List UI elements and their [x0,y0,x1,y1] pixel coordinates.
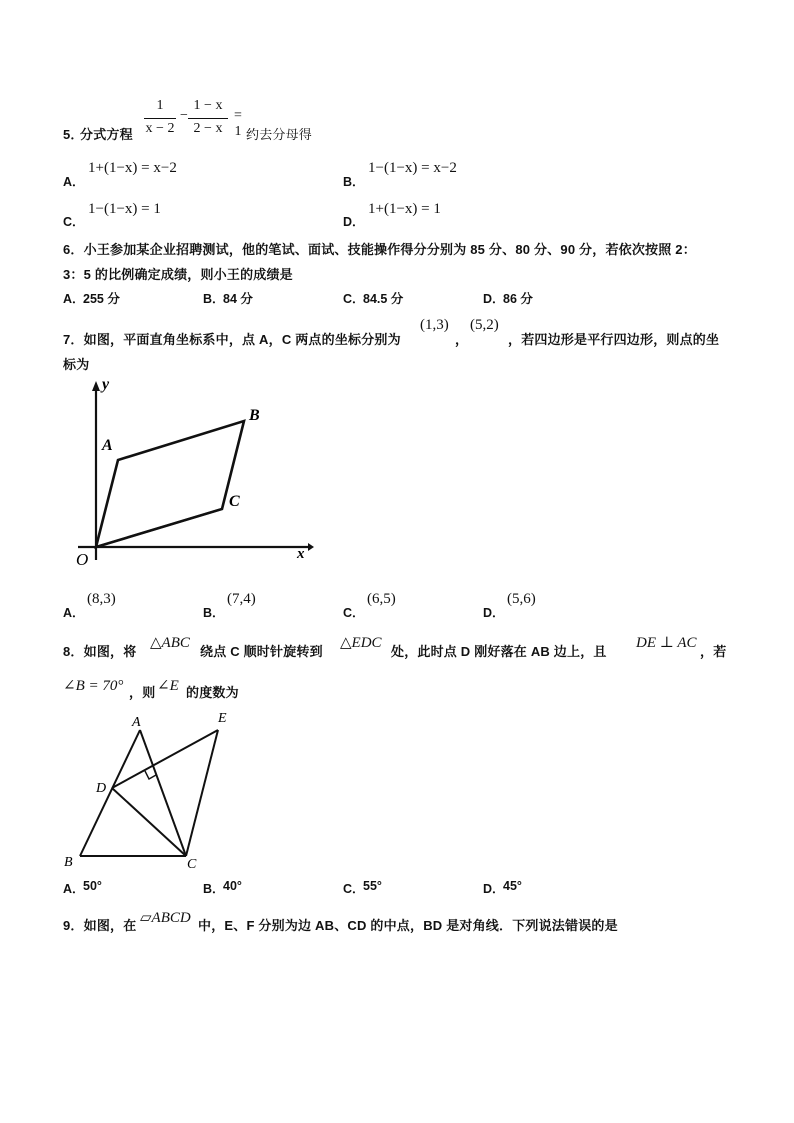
q7-option-d-label: D． [483,606,505,620]
q8-angle-e: ∠E [157,678,179,694]
q8-option-d-label: D． [483,882,505,896]
q6-line1: 6．小王参加某企业招聘测试，他的笔试、面试、技能操作得分分别为 85 分、80 分、90 分，若依次按照 2： [63,242,696,257]
q7-x-arrow-icon [308,543,314,551]
q5-option-d: 1+(1−x) = 1 [368,201,441,217]
q7-option-c: (6,5) [367,591,396,607]
q7-label-c: C [229,493,240,510]
q8-label-a: A [132,715,141,730]
q5-option-c: 1−(1−x) = 1 [88,201,161,217]
q8-side-de [112,730,218,788]
q6-option-c: 84.5 分 [363,292,404,306]
q6-option-a: 255 分 [83,292,120,306]
q6-option-d-label: D． [483,292,505,306]
q5-option-c-label: C． [63,215,85,229]
q8-label-d: D [96,781,107,796]
q8-figure [60,706,260,876]
q8-option-c-label: C． [343,882,365,896]
q5-text-before: 分式方程 [80,127,133,142]
q7-y-arrow-icon [92,381,100,391]
q8-line1-c: 处，此时点 D 刚好落在 AB 边上，且 [391,644,607,659]
q7-label-b: B [249,407,260,424]
q7-coord-a: (1,3) [420,317,449,333]
q5-minus: − [180,108,188,123]
q7-option-c-label: C． [343,606,365,620]
q8-side-dc [112,788,186,856]
q7-parallelogram [96,421,244,547]
q5-option-b: 1−(1−x) = x−2 [368,160,457,176]
q8-option-d: 45° [503,879,522,893]
q7-line1-b: ，若四边形是平行四边形，则点的坐 [508,332,720,347]
q8-option-b-label: B． [203,882,225,896]
q5-number: 5． [63,127,84,142]
q6-option-a-label: A． [63,292,85,306]
q8-line1-b: 绕点 C 顺时针旋转到 [200,644,323,659]
q5-option-d-label: D． [343,215,365,229]
q8-label-c: C [187,857,197,872]
q7-option-a-label: A． [63,606,85,620]
q6-option-b: 84 分 [223,292,253,306]
q5-frac1-denominator: x − 2 [145,121,175,136]
q8-triangle-edc: △EDC [340,635,382,651]
q7-figure [68,375,318,575]
q7-separator: ， [455,332,469,347]
q8-side-ac [140,730,186,856]
q8-line2-a: ，则 [129,685,156,700]
q5-option-b-label: B． [343,175,365,189]
q7-label-y: y [102,376,110,393]
q5-frac2-denominator: 2 − x [193,121,223,136]
q6-option-d: 86 分 [503,292,533,306]
q5-text-after: 约去分母得 [246,127,313,142]
q6-option-c-label: C． [343,292,365,306]
q7-option-a: (8,3) [87,591,116,607]
q5-frac2-bar [188,118,228,119]
q8-side-ec [186,730,218,856]
q8-line1-a: 8．如图，将 [63,644,137,659]
q6-option-b-label: B． [203,292,225,306]
q7-label-o: O [76,550,89,569]
q8-perpendicular: DE ⊥ AC [636,635,697,651]
q9-parallelogram: ▱ABCD [140,910,191,926]
q7-line2: 标为 [63,357,90,372]
q6-line2: 3：5 的比例确定成绩，则小王的成绩是 [63,267,293,282]
q7-line1-a: 7．如图，平面直角坐标系中，点 A，C 两点的坐标分别为 [63,332,401,347]
q8-option-a-label: A． [63,882,85,896]
q5-frac2-numerator: 1 − x [193,98,223,113]
q5-option-a-label: A． [63,175,85,189]
q8-option-c: 55° [363,879,382,893]
q8-line2-b: 的度数为 [186,685,239,700]
q8-label-b: B [64,855,73,870]
q7-coord-c: (5,2) [470,317,499,333]
q8-angle-b: ∠B = 70° [63,678,124,694]
q8-option-b: 40° [223,879,242,893]
q8-label-e: E [218,711,227,726]
q7-option-b-label: B． [203,606,225,620]
q9-line-b: 中，E、F 分别为边 AB、CD 的中点，BD 是对角线．下列说法错误的是 [198,918,618,933]
q7-segment-oc [96,509,222,547]
q5-equals: = 1 [234,108,242,139]
q9-line-a: 9．如图，在 [63,918,137,933]
q7-option-d: (5,6) [507,591,536,607]
q7-option-b: (7,4) [227,591,256,607]
q7-label-x: x [297,546,305,562]
q8-triangle-abc: △ABC [150,635,190,651]
q8-side-ab [80,730,140,856]
q5-frac1-numerator: 1 [156,98,164,113]
q5-option-a: 1+(1−x) = x−2 [88,160,177,176]
q8-line1-d: ，若 [700,644,727,659]
q7-label-a: A [102,437,113,454]
q8-option-a: 50° [83,879,102,893]
q5-frac1-bar [144,118,176,119]
